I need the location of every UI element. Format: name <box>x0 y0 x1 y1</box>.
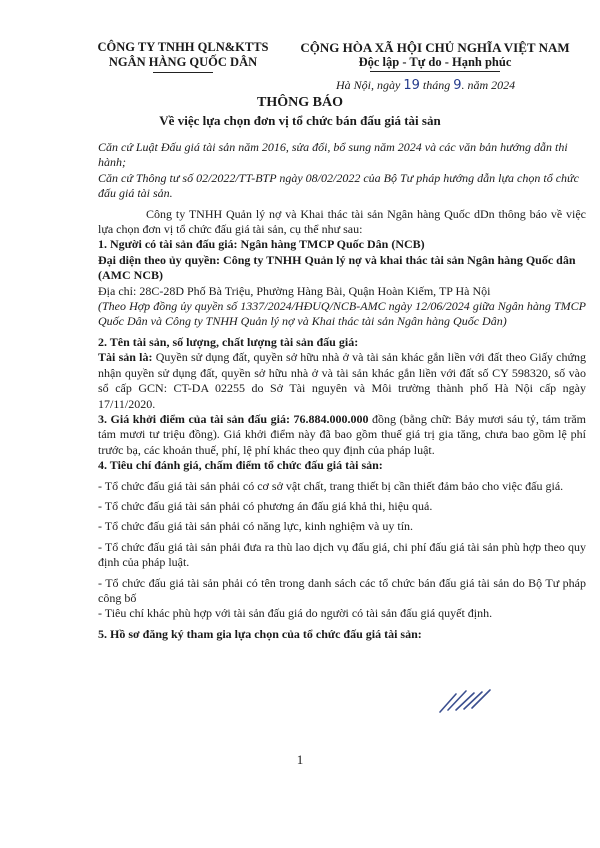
criteria-item: - Tổ chức đấu giá tài sản phải có phương án đấu giá khả thi, hiệu quả. <box>98 498 433 513</box>
page-number: 1 <box>296 752 304 767</box>
nation-name: CỘNG HÒA XÃ HỘI CHỦ NGHĨA VIỆT NAM <box>300 40 570 55</box>
criteria-item: - Tổ chức đấu giá tài sản phải đưa ra thù lao dịch vụ đấu giá, chi phí đấu giá tài sản phù hợp theo quy định của pháp luật. <box>98 539 586 570</box>
org-name-line1: CÔNG TY TNHH QLN&KTTS <box>97 40 269 54</box>
date-day: 19 <box>403 78 420 93</box>
org-underline <box>153 72 213 73</box>
section-2-heading: 2. Tên tài sản, số lượng, chất lượng tài sản đấu giá: <box>98 334 359 349</box>
document-body <box>98 140 586 642</box>
section-1-contract: (Theo Hợp đồng ủy quyền số 1337/2024/HĐUQ/NCB-AMC ngày 12/06/2024 giữa Ngân hàng TMCP Quốc Dân và Công ty TNHH Quản lý nợ và Khai thác tài sản Ngân hàng Quốc Dân) <box>98 299 586 329</box>
initial-signature-mark <box>436 688 496 714</box>
date-month: 9 <box>453 78 462 93</box>
criteria-item: - Tổ chức đấu giá tài sản phải có cơ sở vật chất, trang thiết bị cần thiết đảm bảo cho việc đấu giá. <box>98 478 564 493</box>
legal-basis-2: Căn cứ Thông tư số 02/2022/TT-BTP ngày 08/02/2022 của Bộ Tư pháp hướng dẫn lựa chọn tổ chức đấu giá tài sản. <box>98 170 579 201</box>
section-2-asset: Tài sản là: Quyền sử dụng đất, quyền sở hữu nhà ở và tài sản khác gắn liền với đất theo Giấy chứng nhận quyền sử dụng đất, quyền sở hữu nhà ở và tài sản khác gắn liền với đất số CY 598320, số vào sổ cấp GCN: CT-DA 02255 do Sở Tài nguyên và Môi trường thành phố Hà Nội cấp ngày 17/11/2020. <box>98 350 586 411</box>
criteria-item: - Tổ chức đấu giá tài sản phải có tên trong danh sách các tổ chức bán đấu giá tài sản do Bộ Tư pháp công bố <box>98 575 586 605</box>
national-heading <box>300 40 570 72</box>
section-1-representative: Đại diện theo ủy quyền: Công ty TNHH Quản lý nợ và khai thác tài sản Ngân hàng Quốc dân (AMC NCB) <box>98 252 576 283</box>
document-title: THÔNG BÁO <box>257 95 343 110</box>
org-name-line2: NGÂN HÀNG QUỐC DÂN <box>108 55 258 69</box>
document-subtitle: Về việc lựa chọn đơn vị tổ chức bán đấu giá tài sản <box>159 113 441 128</box>
legal-basis-1: Căn cứ Luật Đấu giá tài sản năm 2016, sửa đổi, bổ sung năm 2024 và các văn bản hướng dẫn thi hành; <box>98 140 568 170</box>
nation-motto: Độc lập - Tự do - Hạnh phúc <box>358 55 512 69</box>
issuing-organization <box>88 40 278 73</box>
section-3-starting-price: 3. Giá khởi điểm của tài sản đấu giá: 76.884.000.000 đồng (bằng chữ: Bảy mươi sáu tỷ, tám trăm tám mươi tư triệu đồng). Giá khởi điểm này đã bao gồm thuế giá trị gia tăng, chưa bao gồm lệ phí trước bạ, các khoản thuế, phí, lệ phí khác theo quy định của pháp luật. <box>98 411 586 457</box>
section-4-heading: 4. Tiêu chí đánh giá, chấm điểm tổ chức đấu giá tài sản: <box>98 458 383 473</box>
section-1-address: Địa chỉ: 28C-28D Phố Bà Triệu, Phường Hàng Bài, Quận Hoàn Kiếm, TP Hà Nội <box>98 283 491 298</box>
document-date: Hà Nội, ngày 19 tháng 9. năm 2024 <box>336 78 516 93</box>
motto-underline <box>370 71 500 72</box>
intro-paragraph: Công ty TNHH Quản lý nợ và Khai thác tài sản Ngân hàng Quốc dDn thông báo về việc lựa chọn đơn vị tổ chức đấu giá tài sản, cụ thể như sau: <box>98 206 586 237</box>
section-5-heading: 5. Hồ sơ đăng ký tham gia lựa chọn của tổ chức đấu giá tài sản: <box>98 626 422 641</box>
section-1-heading: 1. Người có tài sản đấu giá: Ngân hàng TMCP Quốc Dân (NCB) <box>98 237 425 252</box>
criteria-item: - Tổ chức đấu giá tài sản phải có năng lực, kinh nghiệm và uy tín. <box>98 519 414 534</box>
criteria-item: - Tiêu chí khác phù hợp với tài sản đấu giá do người có tài sản đấu giá quyết định. <box>98 606 493 621</box>
